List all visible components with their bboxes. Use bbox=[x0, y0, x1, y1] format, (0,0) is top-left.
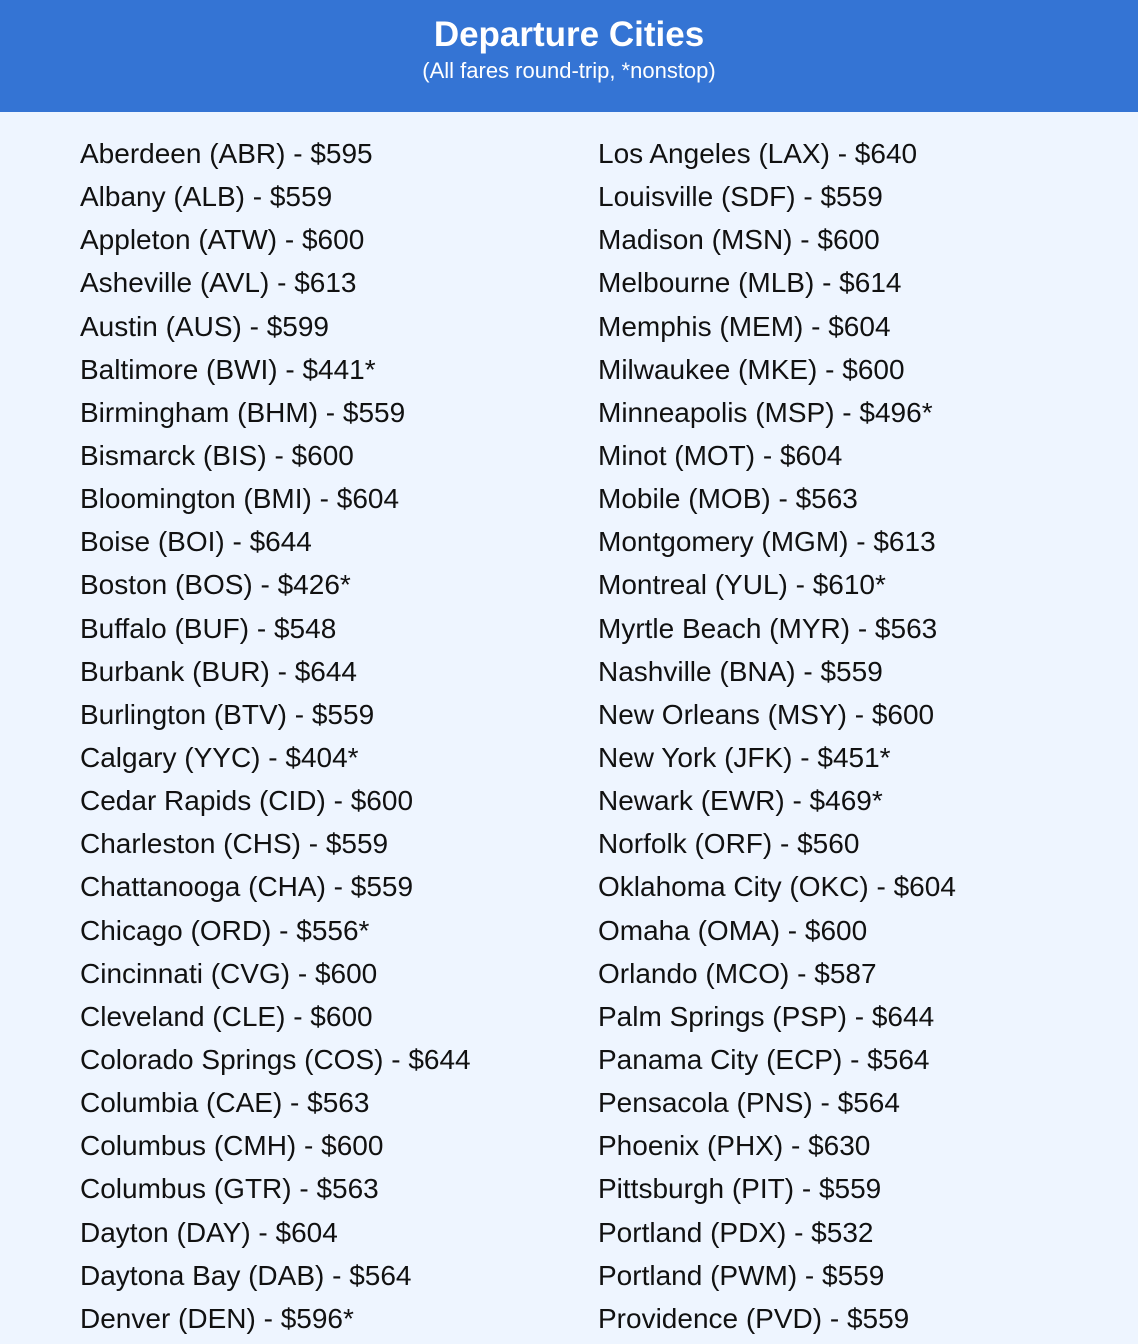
city-fare-item: Portland (PWM) - $559 bbox=[598, 1259, 885, 1291]
city-fare-item: Portland (PDX) - $532 bbox=[598, 1216, 874, 1248]
city-fare-item: Madison (MSN) - $600 bbox=[598, 224, 880, 256]
city-fare-item: Panama City (ECP) - $564 bbox=[598, 1043, 930, 1075]
city-fare-item: Los Angeles (LAX) - $640 bbox=[598, 138, 918, 169]
city-fare-item: Austin (AUS) - $599 bbox=[80, 310, 329, 342]
city-fare-item: Colorado Springs (COS) - $644 bbox=[80, 1043, 471, 1075]
city-fare-item: Baltimore (BWI) - $441* bbox=[80, 353, 376, 385]
page-subtitle: (All fares round-trip, *nonstop) bbox=[422, 58, 716, 83]
city-fare-item: Bloomington (BMI) - $604 bbox=[80, 483, 400, 515]
city-fare-item: Oklahoma City (OKC) - $604 bbox=[598, 871, 956, 903]
city-fare-item: Boise (BOI) - $644 bbox=[80, 526, 312, 558]
city-fare-item: Nashville (BNA) - $559 bbox=[598, 655, 883, 687]
city-fare-item: Daytona Bay (DAB) - $564 bbox=[80, 1259, 412, 1291]
city-fare-item: Montreal (YUL) - $610* bbox=[598, 569, 886, 601]
city-fare-item: Albany (ALB) - $559 bbox=[80, 181, 333, 213]
city-fare-item: Montgomery (MGM) - $613 bbox=[598, 526, 936, 558]
city-fare-item: Birmingham (BHM) - $559 bbox=[80, 396, 406, 428]
city-fare-item: Omaha (OMA) - $600 bbox=[598, 914, 868, 946]
city-fare-item: New Orleans (MSY) - $600 bbox=[598, 698, 935, 730]
city-fare-item: Pensacola (PNS) - $564 bbox=[598, 1087, 900, 1119]
left-city-column bbox=[80, 132, 471, 1340]
city-fare-item: Chicago (ORD) - $556* bbox=[80, 914, 370, 946]
city-fare-item: Asheville (AVL) - $613 bbox=[80, 267, 357, 299]
city-fare-item: Melbourne (MLB) - $614 bbox=[598, 267, 902, 299]
city-fare-item: Bismarck (BIS) - $600 bbox=[80, 439, 354, 471]
city-fare-item: Louisville (SDF) - $559 bbox=[598, 181, 883, 213]
city-fare-item: Cedar Rapids (CID) - $600 bbox=[80, 785, 414, 817]
city-fare-item: Burbank (BUR) - $644 bbox=[80, 655, 358, 687]
city-fare-item: Denver (DEN) - $596* bbox=[80, 1302, 354, 1334]
city-list bbox=[0, 112, 1138, 1344]
city-fare-item: Myrtle Beach (MYR) - $563 bbox=[598, 612, 938, 644]
city-fare-item: Charleston (CHS) - $559 bbox=[80, 828, 389, 860]
city-fare-item: Pittsburgh (PIT) - $559 bbox=[598, 1173, 882, 1205]
city-fare-item: Norfolk (ORF) - $560 bbox=[598, 828, 860, 860]
page-title: Departure Cities bbox=[433, 15, 705, 54]
city-fare-item: Cincinnati (CVG) - $600 bbox=[80, 957, 378, 989]
city-fare-item: Aberdeen (ABR) - $595 bbox=[80, 138, 373, 169]
city-fare-item: Minot (MOT) - $604 bbox=[598, 439, 843, 471]
city-fare-item: Columbia (CAE) - $563 bbox=[80, 1087, 370, 1119]
city-fare-item: Providence (PVD) - $559 bbox=[598, 1302, 910, 1334]
city-fare-item: Palm Springs (PSP) - $644 bbox=[598, 1000, 935, 1032]
city-fare-item: Memphis (MEM) - $604 bbox=[598, 310, 891, 342]
right-city-column bbox=[598, 132, 956, 1340]
city-fare-item: Milwaukee (MKE) - $600 bbox=[598, 353, 905, 385]
city-fare-item: Columbus (GTR) - $563 bbox=[80, 1173, 379, 1205]
city-fare-item: Chattanooga (CHA) - $559 bbox=[80, 871, 414, 903]
city-fare-item: Newark (EWR) - $469* bbox=[598, 785, 883, 817]
city-fare-item: Calgary (YYC) - $404* bbox=[80, 741, 359, 773]
city-fare-item: Appleton (ATW) - $600 bbox=[80, 224, 365, 256]
city-fare-item: Minneapolis (MSP) - $496* bbox=[598, 396, 933, 428]
city-fare-item: Mobile (MOB) - $563 bbox=[598, 483, 858, 515]
city-fare-item: Boston (BOS) - $426* bbox=[80, 569, 351, 601]
city-fare-item: Cleveland (CLE) - $600 bbox=[80, 1000, 373, 1032]
city-fare-item: New York (JFK) - $451* bbox=[598, 741, 891, 773]
city-fare-item: Burlington (BTV) - $559 bbox=[80, 698, 375, 730]
city-fare-item: Orlando (MCO) - $587 bbox=[598, 957, 877, 989]
city-fare-item: Phoenix (PHX) - $630 bbox=[598, 1130, 871, 1162]
header-banner bbox=[0, 0, 1138, 112]
city-fare-item: Columbus (CMH) - $600 bbox=[80, 1130, 384, 1162]
city-fare-item: Buffalo (BUF) - $548 bbox=[80, 612, 337, 644]
city-fare-item: Dayton (DAY) - $604 bbox=[80, 1216, 338, 1248]
